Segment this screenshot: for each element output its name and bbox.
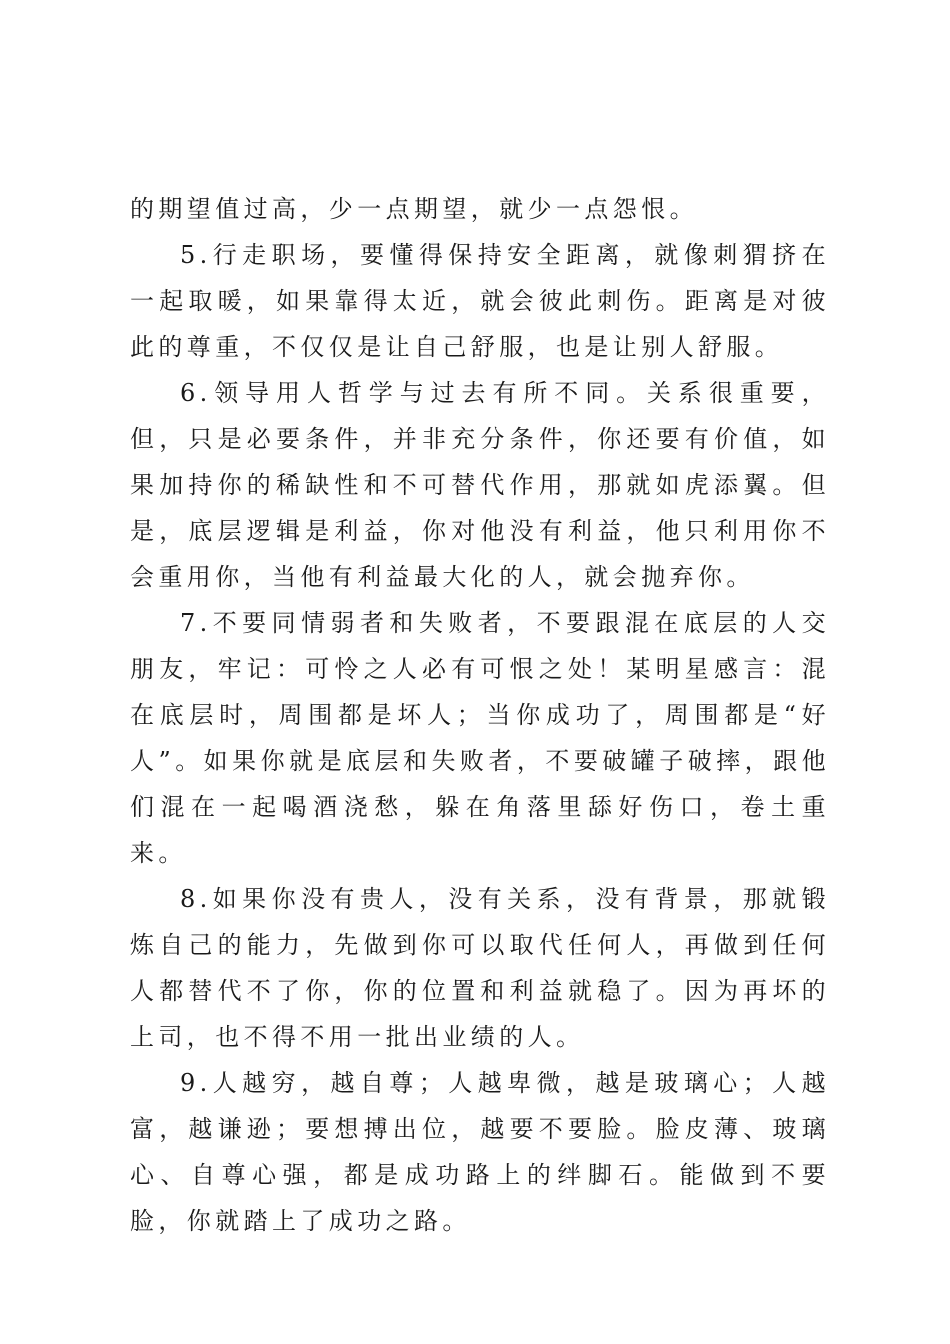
paragraph-item-7: 7.不要同情弱者和失败者，不要跟混在底层的人交朋友，牢记：可怜之人必有可恨之处！某明星感言：混在底层时，周围都是坏人；当你成功了，周围都是“好人”。如果你就是底层和失败者，不要破罐子破摔，跟他们混在一起喝酒浇愁，躲在角落里舔好伤口，卷土重来。	[130, 609, 830, 867]
paragraph-item-5: 5.行走职场，要懂得保持安全距离，就像刺猬挤在一起取暖，如果靠得太近，就会彼此刺伤。距离是对彼此的尊重，不仅仅是让自己舒服，也是让别人舒服。	[130, 241, 830, 361]
document-body	[130, 186, 830, 1244]
paragraph-continuation: 的期望值过高，少一点期望，就少一点怨恨。	[130, 195, 698, 223]
paragraph-item-9: 9.人越穷，越自尊；人越卑微，越是玻璃心；人越富，越谦逊；要想搏出位，越要不要脸。脸皮薄、玻璃心、自尊心强，都是成功路上的绊脚石。能做到不要脸，你就踏上了成功之路。	[130, 1069, 830, 1235]
paragraph-item-8: 8.如果你没有贵人，没有关系，没有背景，那就锻炼自己的能力，先做到你可以取代任何人，再做到任何人都替代不了你，你的位置和利益就稳了。因为再坏的上司，也不得不用一批出业绩的人。	[130, 885, 830, 1051]
paragraph-item-6: 6.领导用人哲学与过去有所不同。关系很重要，但，只是必要条件，并非充分条件，你还要有价值，如果加持你的稀缺性和不可替代作用，那就如虎添翼。但是，底层逻辑是利益，你对他没有利益，他只利用你不会重用你，当他有利益最大化的人，就会抛弃你。	[130, 379, 830, 591]
